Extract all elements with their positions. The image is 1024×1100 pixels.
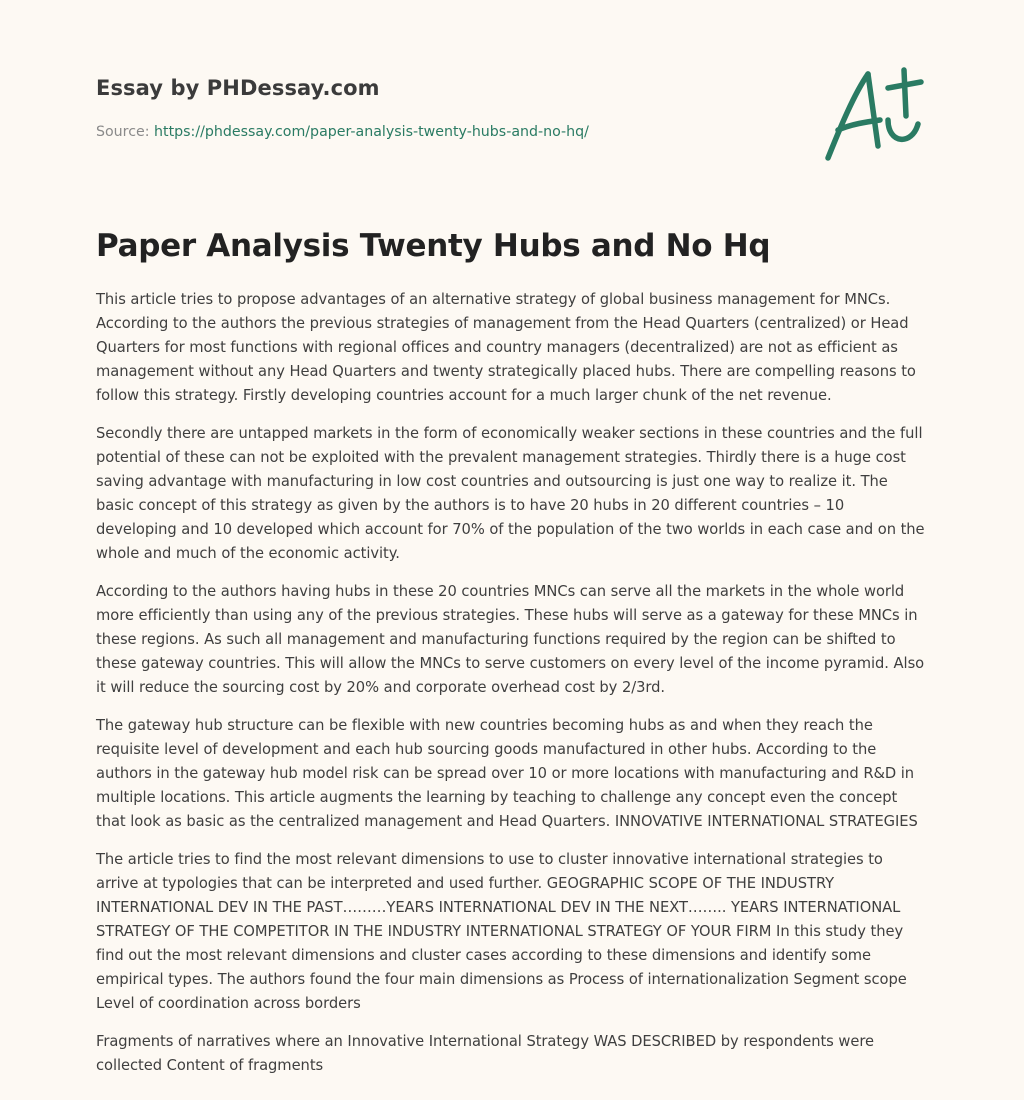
essay-body — [96, 288, 928, 1078]
essay-title: Paper Analysis Twenty Hubs and No Hq — [96, 228, 771, 264]
paragraph: The article tries to find the most relevant dimensions to use to cluster innovative international strategies to arrive at typologies that can be interpreted and used further. GEOGRAPHIC SCOPE OF THE INDUSTRY INTERNATIONAL DEV IN THE PAST………YEARS INTERNATIONAL DEV IN THE NEXT…….. YEARS INTERNATIONAL STRATEGY OF THE COMPETITOR IN THE INDUSTRY INTERNATIONAL STRATEGY OF YOUR FIRM In this study they find out the most relevant dimensions and cluster cases according to these dimensions and identify some empirical types. The authors found the four main dimensions as Process of internationalization Segment scope Level of coordination across borders — [96, 851, 907, 1012]
source-line — [96, 124, 589, 140]
paragraph: The gateway hub structure can be flexible with new countries becoming hubs as and when they reach the requisite level of development and each hub sourcing goods manufactured in other hubs. According to the authors in the gateway hub model risk can be spread over 10 or more locations with manufacturing and R&D in multiple locations. This article augments the learning by teaching to challenge any concept even the concept that look as basic as the centralized management and Head Quarters. INNOVATIVE INTERNATIONAL STRATEGIES — [96, 717, 918, 830]
paragraph: Fragments of narratives where an Innovative International Strategy WAS DESCRIBED by respondents were collected Content of fragments — [96, 1033, 874, 1074]
a-plus-logo-icon — [824, 66, 928, 166]
paragraph: Secondly there are untapped markets in the form of economically weaker sections in these countries and the full potential of these can not be exploited with the prevalent management strategies. Thirdly there is a huge cost saving advantage with manufacturing in low cost countries and outsourcing is just one way to realize it. The basic concept of this strategy as given by the authors is to have 20 hubs in 20 different countries – 10 developing and 10 developed which account for 70% of the population of the two worlds in each case and on the whole and much of the economic activity. — [96, 425, 925, 562]
site-brand: Essay by PHDessay.com — [96, 76, 380, 100]
source-label: Source: — [96, 124, 155, 140]
source-link[interactable]: https://phdessay.com/paper-analysis-twenty-hubs-and-no-hq/ — [154, 124, 589, 140]
paragraph: According to the authors having hubs in these 20 countries MNCs can serve all the markets in the whole world more efficiently than using any of the previous strategies. These hubs will serve as a gateway for these MNCs in these regions. As such all management and manufacturing functions required by the region can be shifted to these gateway countries. This will allow the MNCs to serve customers on every level of the income pyramid. Also it will reduce the sourcing cost by 20% and corporate overhead cost by 2/3rd. — [96, 583, 925, 696]
paragraph: This article tries to propose advantages of an alternative strategy of global business management for MNCs. According to the authors the previous strategies of management from the Head Quarters (centralized) or Head Quarters for most functions with regional offices and country managers (decentralized) are not as efficient as management without any Head Quarters and twenty strategically placed hubs. There are compelling reasons to follow this strategy. Firstly developing countries account for a much larger chunk of the net revenue. — [96, 291, 916, 404]
page-header — [96, 0, 928, 200]
